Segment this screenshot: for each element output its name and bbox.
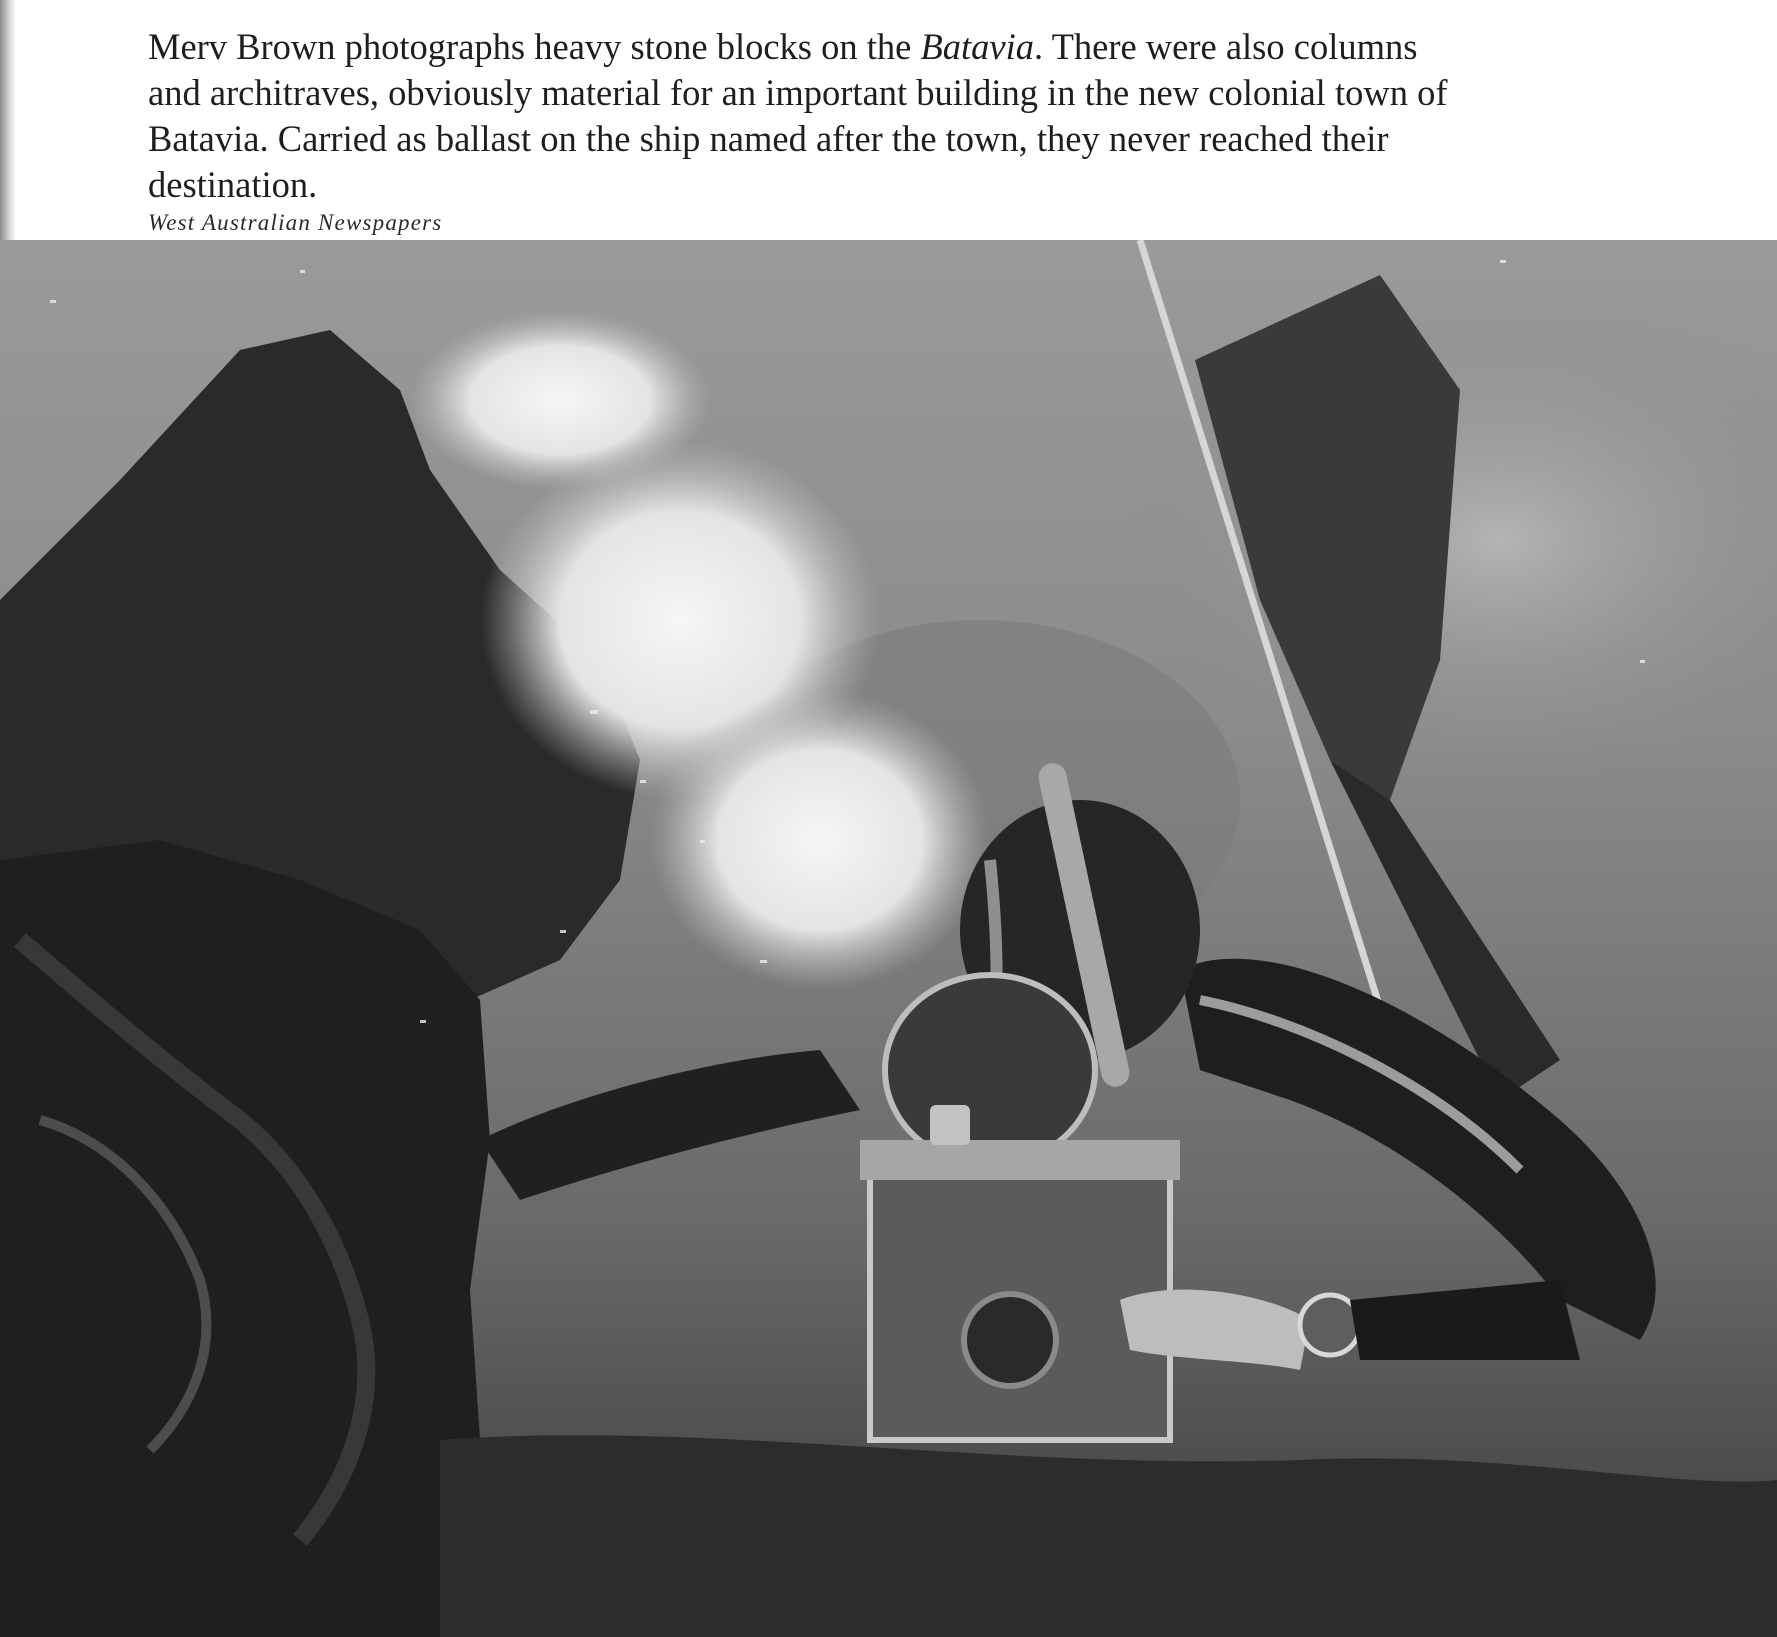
ship-name: Batavia: [920, 26, 1034, 67]
camera-knob: [930, 1105, 970, 1145]
diver-mask: [885, 975, 1095, 1165]
camera-top-plate: [860, 1140, 1180, 1180]
underwater-photograph: [0, 240, 1777, 1637]
photo-credit: West Australian Newspapers: [148, 210, 443, 235]
stone-block-lower: [0, 840, 490, 1637]
caption-block: [148, 24, 1448, 236]
camera-lens: [964, 1294, 1056, 1386]
caption-text-after: . There were also columns and architraves, obviously material for an important building in the new colonial town of Batavia. Carried as ballast on the ship named after the town, they never reached their destination.: [148, 26, 1448, 205]
underwater-diver-photo-icon: [0, 240, 1777, 1637]
caption-text-before: Merv Brown photographs heavy stone blocks on the: [148, 26, 921, 67]
photo-caption: [148, 24, 1448, 208]
